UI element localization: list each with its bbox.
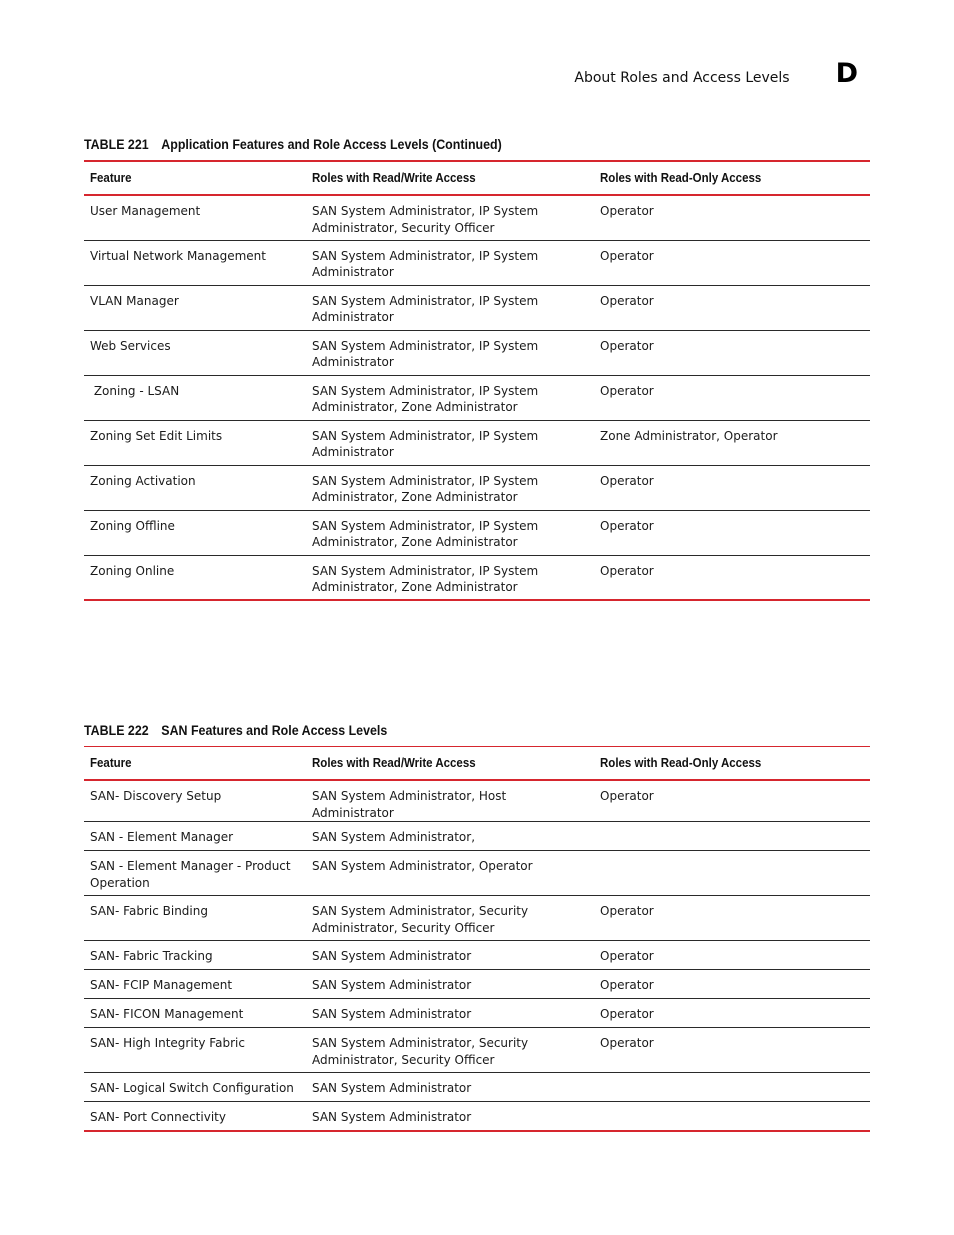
column-header-read-only: Roles with Read-Only Access (600, 171, 762, 185)
feature-cell: Zoning Activation (84, 465, 306, 510)
table-number: TABLE 221 (84, 137, 149, 152)
table-row (84, 822, 870, 851)
column-header-read-write: Roles with Read/Write Access (312, 756, 476, 770)
read-only-cell: Operator (594, 941, 870, 970)
feature-cell: Zoning Offline (84, 510, 306, 555)
feature-cell: SAN- Port Connectivity (84, 1102, 306, 1131)
read-write-cell: SAN System Administrator, Operator (306, 851, 594, 896)
feature-cell: SAN- FICON Management (84, 999, 306, 1028)
table-row (84, 465, 870, 510)
read-only-cell: Operator (594, 780, 870, 822)
table-caption (84, 722, 807, 746)
feature-cell: Virtual Network Management (84, 240, 306, 285)
read-write-cell: SAN System Administrator, Host Administrator (306, 780, 594, 822)
table-number: TABLE 222 (84, 723, 149, 738)
read-write-cell: SAN System Administrator (306, 1102, 594, 1131)
feature-cell: Zoning - LSAN (84, 375, 306, 420)
feature-cell: SAN- Discovery Setup (84, 780, 306, 822)
read-write-cell: SAN System Administrator (306, 941, 594, 970)
section-title: About Roles and Access Levels (574, 70, 790, 86)
feature-cell: Zoning Online (84, 555, 306, 600)
read-only-cell (594, 822, 870, 851)
table-row (84, 375, 870, 420)
table-row (84, 941, 870, 970)
table-221 (84, 136, 870, 601)
read-write-cell: SAN System Administrator, IP System Administrator, Security Officer (306, 195, 594, 240)
table-row (84, 240, 870, 285)
read-only-cell: Operator (594, 555, 870, 600)
read-only-cell (594, 1102, 870, 1131)
read-write-cell: SAN System Administrator, IP System Administrator (306, 240, 594, 285)
feature-cell: SAN- Fabric Binding (84, 896, 306, 941)
read-only-cell: Operator (594, 285, 870, 330)
read-only-cell: Operator (594, 375, 870, 420)
read-write-cell: SAN System Administrator, IP System Administrator (306, 420, 594, 465)
read-only-cell: Operator (594, 896, 870, 941)
read-write-cell: SAN System Administrator (306, 970, 594, 999)
read-only-cell: Operator (594, 1028, 870, 1073)
column-header-feature: Feature (90, 756, 132, 770)
table-row (84, 420, 870, 465)
feature-cell: User Management (84, 195, 306, 240)
read-only-cell: Operator (594, 195, 870, 240)
table-row (84, 195, 870, 240)
read-only-cell: Operator (594, 330, 870, 375)
read-write-cell: SAN System Administrator, Security Administrator, Security Officer (306, 896, 594, 941)
appendix-letter: D (835, 58, 858, 89)
read-write-cell: SAN System Administrator, IP System Administrator, Zone Administrator (306, 555, 594, 600)
table-row (84, 555, 870, 600)
feature-cell: Web Services (84, 330, 306, 375)
table-row (84, 510, 870, 555)
read-only-cell (594, 1073, 870, 1102)
feature-cell: SAN - Element Manager (84, 822, 306, 851)
read-write-cell: SAN System Administrator, IP System Administrator (306, 330, 594, 375)
feature-cell: SAN - Element Manager - Product Operation (84, 851, 306, 896)
feature-cell: SAN- Logical Switch Configuration (84, 1073, 306, 1102)
read-write-cell: SAN System Administrator (306, 999, 594, 1028)
table-caption (84, 136, 807, 160)
column-header-read-write: Roles with Read/Write Access (312, 171, 476, 185)
read-only-cell (594, 851, 870, 896)
read-write-cell: SAN System Administrator, IP System Administrator, Zone Administrator (306, 510, 594, 555)
table-row (84, 999, 870, 1028)
table-title: SAN Features and Role Access Levels (161, 723, 388, 738)
feature-cell: SAN- High Integrity Fabric (84, 1028, 306, 1073)
read-only-cell: Zone Administrator, Operator (594, 420, 870, 465)
column-header-read-only: Roles with Read-Only Access (600, 756, 762, 770)
table-row (84, 285, 870, 330)
read-write-cell: SAN System Administrator, IP System Administrator (306, 285, 594, 330)
feature-cell: SAN- Fabric Tracking (84, 941, 306, 970)
table-row (84, 896, 870, 941)
table-row (84, 1073, 870, 1102)
running-header (574, 58, 858, 89)
read-write-cell: SAN System Administrator, Security Administrator, Security Officer (306, 1028, 594, 1073)
table-222 (84, 722, 870, 1132)
read-only-cell: Operator (594, 240, 870, 285)
read-write-cell: SAN System Administrator, (306, 822, 594, 851)
read-only-cell: Operator (594, 510, 870, 555)
read-only-cell: Operator (594, 999, 870, 1028)
table-row (84, 970, 870, 999)
read-only-cell: Operator (594, 465, 870, 510)
feature-cell: VLAN Manager (84, 285, 306, 330)
table-row (84, 1102, 870, 1131)
feature-cell: Zoning Set Edit Limits (84, 420, 306, 465)
table-title: Application Features and Role Access Levels (Continued) (161, 137, 502, 152)
read-write-cell: SAN System Administrator, IP System Administrator, Zone Administrator (306, 375, 594, 420)
table-row (84, 851, 870, 896)
read-write-cell: SAN System Administrator, IP System Administrator, Zone Administrator (306, 465, 594, 510)
table-header-row (84, 747, 870, 781)
column-header-feature: Feature (90, 171, 132, 185)
table-row (84, 780, 870, 822)
read-only-cell: Operator (594, 970, 870, 999)
table-row (84, 1028, 870, 1073)
read-write-cell: SAN System Administrator (306, 1073, 594, 1102)
feature-cell: SAN- FCIP Management (84, 970, 306, 999)
table-header-row (84, 161, 870, 195)
data-table (84, 160, 870, 601)
data-table (84, 746, 870, 1132)
table-row (84, 330, 870, 375)
